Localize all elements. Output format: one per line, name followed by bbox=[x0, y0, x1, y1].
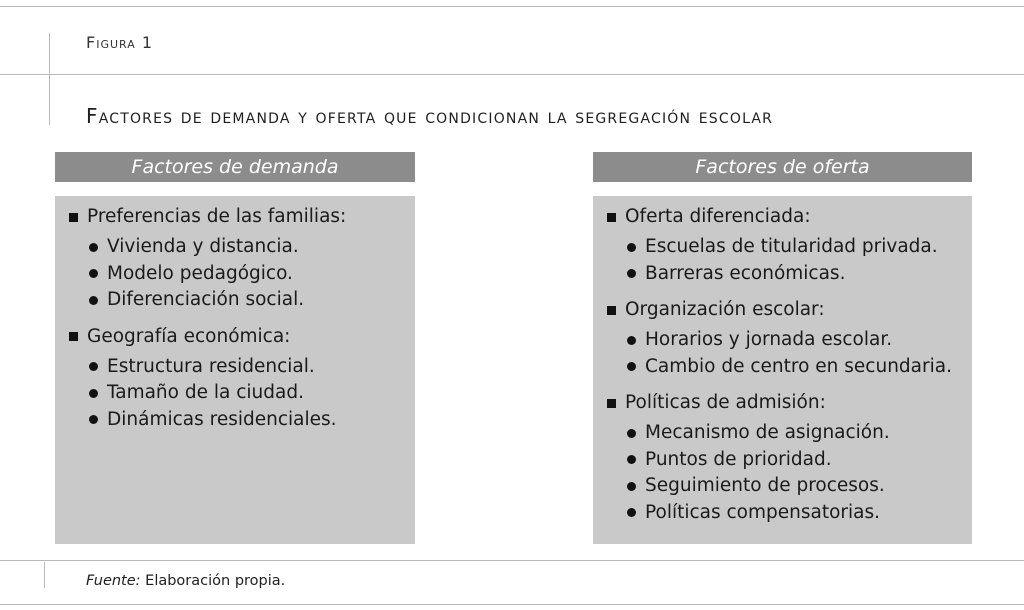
list-item: Vivienda y distancia. bbox=[69, 234, 415, 261]
figure-label: Figura 1 bbox=[86, 33, 154, 52]
supply-header: Factores de oferta bbox=[593, 152, 972, 182]
group-title: Geografía económica: bbox=[87, 325, 291, 347]
supply-group-offer bbox=[607, 204, 972, 287]
demand-header: Factores de demanda bbox=[55, 152, 415, 182]
bullet-icon bbox=[89, 362, 98, 371]
bullet-icon bbox=[627, 482, 636, 491]
supply-group-admission bbox=[607, 390, 972, 526]
bullet-icon bbox=[627, 455, 636, 464]
label-divider-rule bbox=[0, 74, 1024, 75]
supply-factors-box bbox=[593, 196, 972, 544]
demand-group-preferences bbox=[69, 204, 415, 314]
source-text: Elaboración propia. bbox=[145, 573, 286, 589]
list-item: Estructura residencial. bbox=[69, 354, 415, 381]
list-item: Horarios y jornada escolar. bbox=[607, 327, 972, 354]
supply-group-organization bbox=[607, 297, 972, 380]
square-bullet-icon bbox=[69, 332, 78, 341]
bullet-icon bbox=[627, 243, 636, 252]
source-vertical-rule bbox=[44, 562, 45, 588]
group-title: Preferencias de las familias: bbox=[87, 206, 347, 227]
bullet-icon bbox=[627, 336, 636, 345]
list-item: Diferenciación social. bbox=[69, 287, 415, 314]
bullet-icon bbox=[89, 269, 98, 278]
group-title: Oferta diferenciada: bbox=[625, 206, 811, 227]
list-item: Cambio de centro en secundaria. bbox=[607, 354, 972, 381]
label-vertical-rule bbox=[49, 33, 50, 125]
list-item: Seguimiento de procesos. bbox=[607, 473, 972, 500]
bullet-icon bbox=[89, 389, 98, 398]
list-item: Dinámicas residenciales. bbox=[69, 407, 415, 434]
bullet-icon bbox=[627, 429, 636, 438]
source-note bbox=[86, 573, 285, 589]
list-item: Tamaño de la ciudad. bbox=[69, 380, 415, 407]
bullet-icon bbox=[627, 362, 636, 371]
square-bullet-icon bbox=[607, 306, 616, 315]
list-item: Escuelas de titularidad privada. bbox=[607, 234, 972, 261]
bottom-rule bbox=[0, 560, 1024, 561]
bullet-icon bbox=[89, 296, 98, 305]
square-bullet-icon bbox=[607, 213, 616, 222]
group-title: Políticas de admisión: bbox=[625, 392, 826, 413]
demand-group-geography bbox=[69, 324, 415, 434]
list-item: Mecanismo de asignación. bbox=[607, 420, 972, 447]
bullet-icon bbox=[627, 269, 636, 278]
list-item: Políticas compensatorias. bbox=[607, 500, 972, 527]
list-item: Barreras económicas. bbox=[607, 261, 972, 288]
square-bullet-icon bbox=[69, 213, 78, 222]
demand-factors-box bbox=[55, 196, 415, 544]
top-rule bbox=[0, 6, 1024, 7]
bullet-icon bbox=[627, 508, 636, 517]
list-item: Puntos de prioridad. bbox=[607, 447, 972, 474]
footer-rule bbox=[0, 604, 1024, 605]
bullet-icon bbox=[89, 415, 98, 424]
bullet-icon bbox=[89, 243, 98, 252]
figure-title: Factores de demanda y oferta que condicionan la segregación escolar bbox=[86, 104, 774, 128]
group-title: Organización escolar: bbox=[625, 299, 825, 320]
list-item: Modelo pedagógico. bbox=[69, 261, 415, 288]
source-label: Fuente: bbox=[86, 573, 141, 589]
square-bullet-icon bbox=[607, 399, 616, 408]
